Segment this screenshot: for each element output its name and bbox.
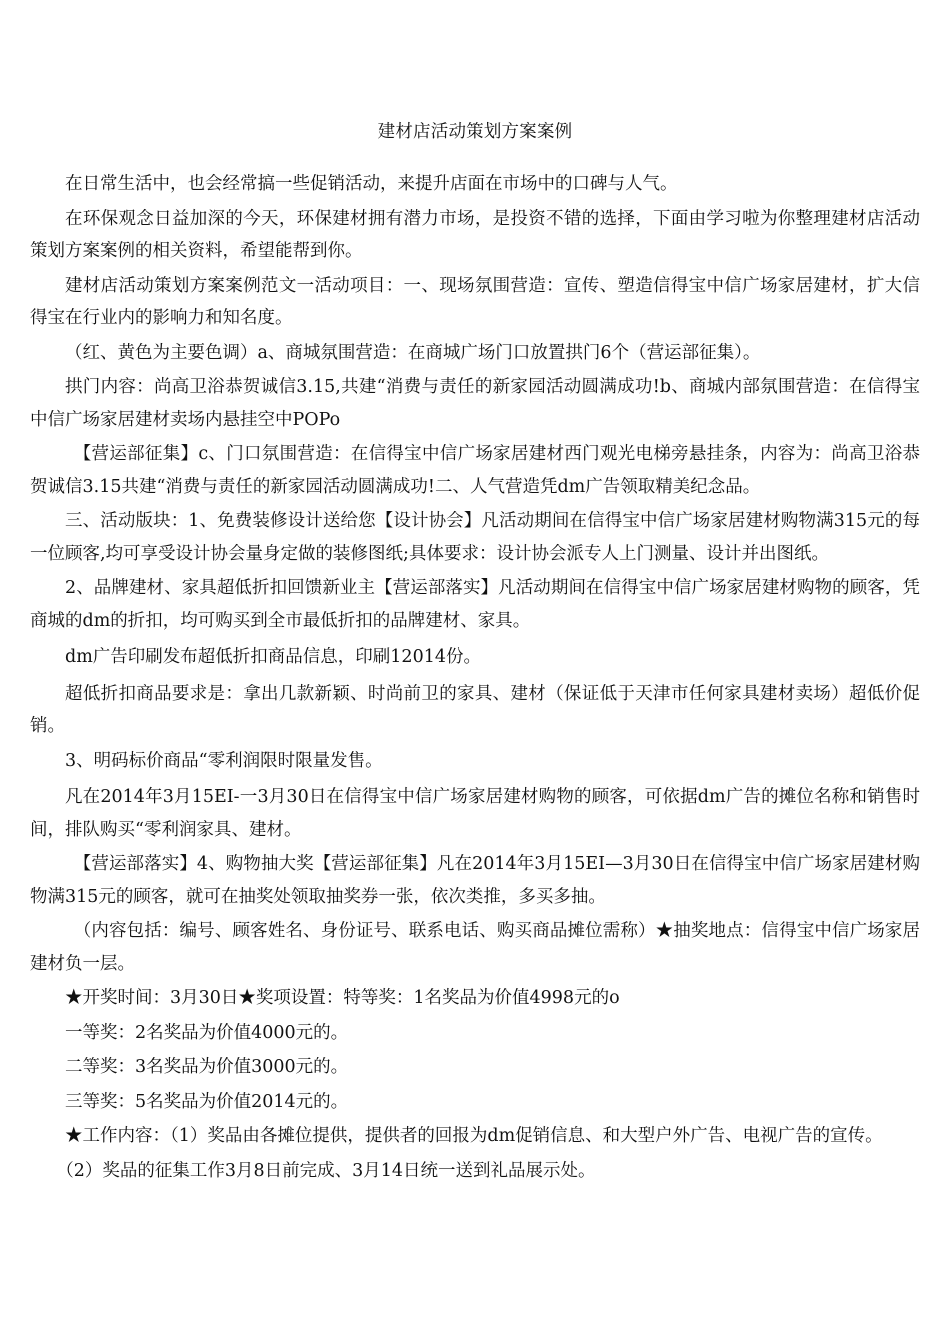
paragraph-arch-content: 拱门内容：尚高卫浴恭贺诚信3.15,共建“消费与责任的新家园活动圆满成功!b、商城内部氛围营造：在信得宝中信广场家居建材卖场内悬挂空中POPo	[30, 377, 920, 430]
paragraph-discount-requirement: 超低折扣商品要求是：拿出几款新颖、时尚前卫的家具、建材（保证低于天津市任何家具建材卖场）超低价促销。	[30, 683, 920, 736]
document-page	[30, 118, 920, 1189]
paragraph-color-tone: （红、黄色为主要色调）a、商城氛围营造：在商城广场门口放置拱门6个（营运部征集）。	[65, 342, 761, 363]
paragraph-entrance-atmosphere: 【营运部征集】c、门口氛围营造：在信得宝中信广场家居建材西门观光电梯旁悬挂条，内容为：尚高卫浴恭贺诚信3.15共建“消费与责任的新家园活动圆满成功!二、人气营造凭dm广告领取精美纪念品。	[30, 444, 920, 497]
paragraph-activity-section-2: 2、品牌建材、家具超低折扣回馈新业主【营运部落实】凡活动期间在信得宝中信广场家居建材购物的顾客，凭商城的dm的折扣，均可购买到全市最低折扣的品牌建材、家具。	[30, 578, 920, 631]
paragraph-first-prize: 一等奖：2名奖品为价值4000元的。	[65, 1022, 349, 1043]
paragraph-intro: 在日常生活中，也会经常搞一些促销活动，来提升店面在市场中的口碑与人气。	[65, 174, 678, 194]
paragraph-zero-profit: 凡在2014年3月15EI-一3月30日在信得宝中信广场家居建材购物的顾客，可依据dm广告的摊位名称和销售时间，排队购买“零利润家具、建材。	[30, 787, 920, 840]
paragraph-activity-item-1: 建材店活动策划方案案例范文一活动项目：一、现场氛围营造：宣传、塑造信得宝中信广场家居建材，扩大信得宝在行业内的影响力和知名度。	[30, 275, 920, 328]
paragraph-work-content: ★工作内容：（1）奖品由各摊位提供，提供者的回报为dm促销信息、和大型户外广告、电视广告的宣传。	[65, 1126, 883, 1146]
paragraph-lottery-content: （内容包括：编号、顾客姓名、身份证号、联系电话、购买商品摊位需称）★抽奖地点：信得宝中信广场家居建材负一层。	[30, 921, 920, 974]
paragraph-prize-collection: （2）奖品的征集工作3月8日前完成、3月14日统一送到礼品展示处。	[56, 1160, 596, 1181]
paragraph-dm-print: dm广告印刷发布超低折扣商品信息，印刷12014份。	[65, 647, 481, 667]
paragraph-background: 在环保观念日益加深的今天，环保建材拥有潜力市场，是投资不错的选择，下面由学习啦为你整理建材店活动策划方案案例的相关资料，希望能帮到你。	[30, 208, 920, 261]
document-title: 建材店活动策划方案案例	[377, 122, 573, 142]
paragraph-activity-section-1: 三、活动版块：1、免费装修设计送给您【设计协会】凡活动期间在信得宝中信广场家居建材购物满315元的每一位顾客,均可享受设计协会量身定做的装修图纸;具体要求：设计协会派专人上门测量、设计并出图纸。	[30, 511, 920, 564]
paragraph-third-prize: 三等奖：5名奖品为价值2014元的。	[65, 1091, 349, 1112]
paragraph-draw-time: ★开奖时间：3月30日★奖项设置：特等奖：1名奖品为价值4998元的o	[65, 988, 620, 1008]
paragraph-activity-section-3: 3、明码标价商品“零利润限时限量发售。	[65, 750, 383, 771]
paragraph-second-prize: 二等奖：3名奖品为价值3000元的。	[65, 1057, 349, 1077]
paragraph-lottery: 【营运部落实】4、购物抽大奖【营运部征集】凡在2014年3月15EI—3月30日在信得宝中信广场家居建材购物满315元的顾客，就可在抽奖处领取抽奖券一张，依次类推，多买多抽。	[30, 854, 920, 907]
